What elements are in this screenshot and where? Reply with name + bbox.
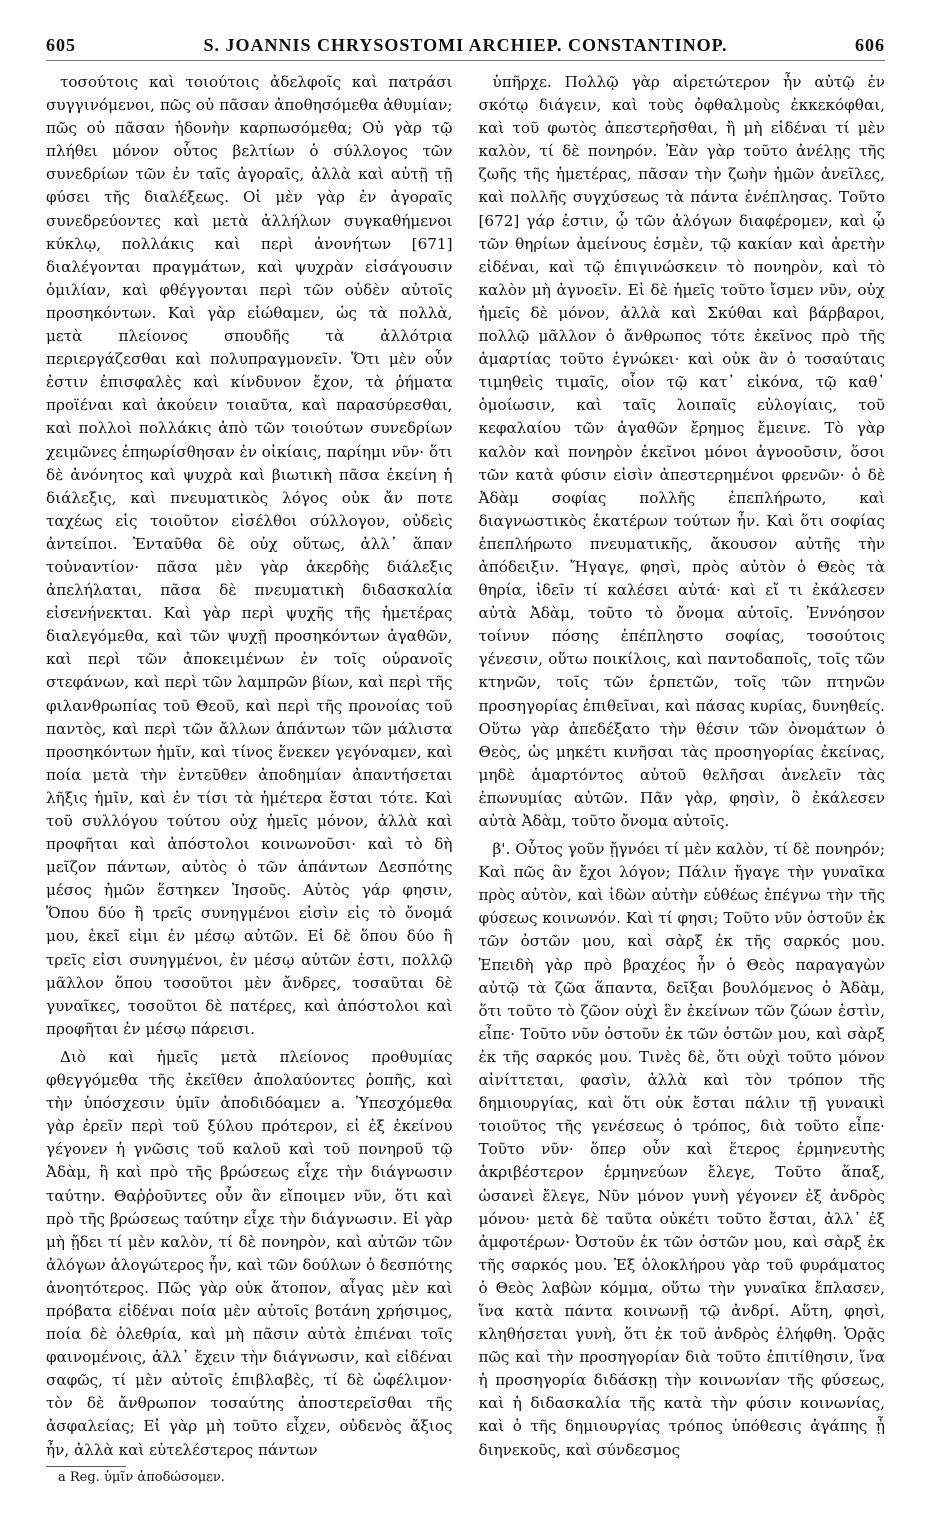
left-paragraph-2: Διὸ καὶ ἡμεῖς μετὰ πλείονος προθυμίας φθεγγόμεθα τῆς ἐκεῖθεν ἀπολαύοντες ῥοπῆς, καὶ τὴν ὑπόσχεσιν ὑμῖν ἀποδιδόαμεν a. Ὑπεσχόμεθα γὰρ ἐρεῖν περὶ τοῦ ξύλου πρότερον, εἰ ἐξ ἐκείνου γέγονεν ἡ γνῶσις τοῦ καλοῦ καὶ τοῦ πονηροῦ τῷ Ἀδὰμ, ἢ καὶ πρὸ τῆς βρώσεως εἶχε τὴν διάγνωσιν ταύτην. Θαῤῥοῦντες οὖν ἂν εἴποιμεν νῦν, ὅτι καὶ πρὸ τῆς βρώσεως ταύτην εἶχε τὴν διάγνωσιν. Εἰ γὰρ μὴ ᾔδει τί μὲν καλὸν, τί δὲ πονηρὸν, καὶ αὐτῶν τῶν ἀλόγων ἀλογώτερος ἦν, καὶ τῶν δούλων ὁ δεσπότης ἀνοητότερος. Πῶς γὰρ οὐκ ἄτοπον, αἶγας μὲν καὶ πρόβατα εἰδέναι ποία μὲν αὐτοῖς βοτάνη χρήσιμος, ποία δὲ ὀλεθρία, καὶ μὴ πᾶσιν αὐτὰ ἐπιέναι τοῖς φαινομένοις, ἀλλ᾽ ἔχειν τὴν διάγνωσιν, καὶ εἰδέναι σαφῶς, τί μὲν αὐτοῖς ἐπιβλαβὲς, τί δὲ ὠφέλιμον· τὸν δὲ ἄνθρωπον τοσαύτης ἀποστερεῖσθαι τῆς ἀσφαλείας; Εἰ γὰρ μὴ τοῦτο εἶχεν, οὐδενὸς ἄξιος ἦν, ἀλλὰ καὶ εὐτελέστερος πάντων bbox=[46, 1047, 453, 1459]
left-paragraph-1: τοσούτοις καὶ τοιούτοις ἀδελφοῖς καὶ πατράσι συγγινόμενοι, πῶς οὐ πᾶσαν ἀποθησόμεθα ἀθυμίαν; πῶς οὐ πᾶσαν ἡδονὴν καρπωσόμεθα; Οὐ γὰρ τῷ πλήθει μόνον οὗτος βελτίων ὁ σύλλογος τῶν συνεδρίων τῶν ἐν ταῖς ἀγοραῖς, ἀλλὰ καὶ αὐτῇ τῇ φύσει τῆς διαλέξεως. Οἱ μὲν γὰρ ἐν ἀγοραῖς συνεδρεύοντες καὶ μετὰ ἀλλήλων συγκαθήμενοι κύκλῳ, πολλάκις καὶ περὶ ἀνονήτων [671] διαλέγονται πραγμάτων, καὶ ψυχρὰν εἰσάγουσιν ὁμιλίαν, καὶ φθέγγονται περὶ τῶν οὐδὲν αὐτοῖς προσηκόντων. Καὶ γὰρ εἰώθαμεν, ὡς τὰ πολλὰ, μετὰ πλείονος σπουδῆς τὰ ἀλλότρια περιεργάζεσθαι καὶ πολυπραγμονεῖν. Ὅτι μὲν οὖν ἐστιν ἐπισφαλὲς καὶ κίνδυνον ἔχον, τὰ ῥήματα προϊέναι καὶ ἀκούειν τοιαῦτα, καὶ παρασύρεσθαι, καὶ πολλοὶ πολλάκις ἀπὸ τῶν τοιούτων συνεδρίων χειμῶνες ἐπηωρίσθησαν ἐν οἰκίαις, παρίημι νῦν· ὅτι δὲ ἀνόνητος καὶ ψυχρὰ καὶ βιωτικὴ πᾶσα ἐκείνη ἡ διάλεξις, καὶ πνευματικὸς λόγος οὐκ ἄν ποτε ταχέως εἰς τοιοῦτον εἰσέλθοι σύλλογον, οὐδεὶς ἀντείποι. Ἐνταῦθα δὲ οὐχ οὕτως, ἀλλ᾽ ἅπαν τοὐναντίον· πᾶσα μὲν γὰρ ἀκερδὴς διάλεξις ἀπελήλαται, πᾶσα δὲ πνευματικὴ διδασκαλία εἰσενήνεκται. Καὶ γὰρ περὶ ψυχῆς τῆς ἡμετέρας διαλεγόμεθα, καὶ τῶν ψυχῇ προσηκόντων ἀγαθῶν, καὶ περὶ τῶν ἀποκειμένων ἐν τοῖς οὐρανοῖς στεφάνων, καὶ περὶ τῶν λαμπρῶν βίων, καὶ περὶ τῆς φιλανθρωπίας τοῦ Θεοῦ, καὶ περὶ τῆς προνοίας τοῦ παντὸς, καὶ περὶ τῶν ἄλλων ἁπάντων τῶν μάλιστα προσηκόντων ἡμῖν, καὶ τίνος ἕνεκεν γεγόναμεν, καὶ ποία μετὰ τὴν ἐντεῦθεν ἀποδημίαν ἀπαντήσεται λῆξις ἡμῖν, καὶ ἐν τίσι τὰ ἡμέτερα ἔσται τότε. Καὶ τοῦ συλλόγου τούτου οὐχ ἡμεῖς μόνον, ἀλλὰ καὶ προφῆται καὶ ἀπόστολοι κοινωνοῦσι· καὶ τὸ δὴ μεῖζον πάντων, αὐτὸς ὁ τῶν ἁπάντων Δεσπότης μέσος ἡμῶν ἕστηκεν Ἰησοῦς. Αὐτὸς γάρ φησιν, Ὅπου δύο ἢ τρεῖς συνηγμένοι εἰσὶν εἰς τὸ ὄνομά μου, ἐκεῖ εἰμι ἐν μέσῳ αὐτῶν. Εἰ δὲ ὅπου δύο ἢ τρεῖς εἰσι συνηγμένοι, ἐν μέσῳ αὐτῶν ἐστι, πολλῷ μᾶλλον ὅπου τοσοῦτοι μὲν ἄνδρες, τοσαῦται δὲ γυναῖκες, τοσοῦτοι δὲ πατέρες, καὶ ἀπόστολοι καὶ προφῆται ἐν μέσῳ πάρεισι. bbox=[46, 73, 453, 1038]
page-number-right: 606 bbox=[855, 34, 885, 55]
right-paragraph-1: ὑπῆρχε. Πολλῷ γὰρ αἱρετώτερον ἦν αὐτῷ ἐν σκότῳ διάγειν, καὶ τοὺς ὀφθαλμοὺς ἐκκεκόφθαι, καὶ τοῦ φωτὸς ἀπεστερῆσθαι, ἢ μὴ εἰδέναι τί μὲν καλὸν, τί δὲ πονηρόν. Ἐὰν γὰρ τοῦτο ἀνέλῃς τῆς ζωῆς τῆς ἡμετέρας, πᾶσαν τὴν ζωὴν ἡμῶν ἀνεῖλες, καὶ πολλῆς συγχύσεως τὰ πάντα ἐνέπλησας. Τοῦτο [672] γάρ ἐστιν, ᾧ τῶν ἀλόγων διαφέρομεν, καὶ ᾧ τῶν θηρίων ἀμείνους ἐσμὲν, τῷ κακίαν καὶ ἀρετὴν εἰδέναι, καὶ τῷ ἐπιγινώσκειν τὸ πονηρὸν, καὶ τὸ καλὸν μὴ ἀγνοεῖν. Εἰ δὲ ἡμεῖς τοῦτο ἴσμεν νῦν, οὐχ ἡμεῖς δὲ μόνον, ἀλλὰ καὶ Σκύθαι καὶ βάρβαροι, πολλῷ μᾶλλον ὁ ἄνθρωπος τότε ἐκεῖνος πρὸ τῆς ἁμαρτίας τοῦτο ἐγνώκει· καὶ οὐκ ἂν ὁ τοσαύταις τιμηθεὶς τιμαῖς, οἷον τῷ κατ᾽ εἰκόνα, τῷ καθ᾽ ὁμοίωσιν, καὶ ταῖς λοιπαῖς εὐλογίαις, τοῦ κεφαλαίου τῶν ἀγαθῶν ἔρημος ἔμεινε. Τὸ γὰρ καλὸν καὶ πονηρὸν ἐκεῖνοι μόνοι ἀγνοοῦσιν, ὅσοι τῶν κατὰ φύσιν εἰσὶν ἀπεστερημένοι φρενῶν· ὁ δὲ Ἀδὰμ σοφίας πολλῆς ἐπεπλήρωτο, καὶ διαγνωστικὸς ἑκατέρων τούτων ἦν. Καὶ ὅτι σοφίας ἐπεπλήρωτο πνευματικῆς, ἄκουσον αὐτῆς τὴν ἀπόδειξιν. Ἤγαγε, φησὶ, πρὸς αὐτὸν ὁ Θεὸς τὰ θηρία, ἰδεῖν τί καλέσει αὐτά· καὶ εἴ τι ἐκάλεσεν αὐτὰ Ἀδὰμ, τοῦτο τὸ ὄνομα αὐτοῖς. Ἐννόησον τοίνυν πόσης ἐπέπληστο σοφίας, τοσούτοις γένεσιν, οὕτω ποικίλοις, καὶ παντοδαποῖς, τοῖς τῶν κτηνῶν, τοῖς τῶν ἑρπετῶν, τοῖς τῶν πτηνῶν προσηγορίας ἐπιθεῖναι, καὶ πάσας κυρίας, δυνηθείς. Οὕτω γὰρ ἀπεδέξατο τὴν θέσιν τῶν ὀνομάτων ὁ Θεὸς, ὡς μηκέτι κινῆσαι τὰς προσηγορίας ἐκείνας, μηδὲ ἁμαρτόντος αὐτοῦ θελῆσαι ἀνελεῖν τὰς ἐπωνυμίας αὐτῶν. Πᾶν γὰρ, φησὶν, ὃ ἐκάλεσεν αὐτὰ Ἀδὰμ, τοῦτο ὄνομα αὐτοῖς. bbox=[478, 73, 885, 830]
right-paragraph-2: β'. Οὗτος γοῦν ᾔγνόει τί μὲν καλὸν, τί δὲ πονηρόν; Καὶ πῶς ἂν ἔχοι λόγον; Πάλιν ἤγαγε τὴν γυναῖκα πρὸς αὐτὸν, καὶ ἰδὼν αὐτὴν εὐθέως ἐπέγνω τὴν τῆς φύσεως κοινωνόν. Καὶ τί φησι; Τοῦτο νῦν ὀστοῦν ἐκ τῶν ὀστῶν μου, καὶ σὰρξ ἐκ τῆς σαρκός μου. Ἐπειδὴ γὰρ πρὸ βραχέος ἦν ὁ Θεὸς παραγαγὼν αὐτῷ τὰ ζῶα ἅπαντα, δεῖξαι βουλόμενος ὁ Ἀδὰμ, ὅτι τοῦτο τὸ ζῶον οὐχὶ ἓν ἐκείνων τῶν ζώων ἐστὶν, εἶπε· Τοῦτο νῦν ὀστοῦν ἐκ τῶν ὀστῶν μου, καὶ σὰρξ ἐκ τῆς σαρκός μου. Τινὲς δὲ, ὅτι οὐχὶ τοῦτο μόνον αἰνίττεται, φασὶν, ἀλλὰ καὶ τὸν τρόπον τῆς δημιουργίας, καὶ ὅτι οὐκ ἔσται πάλιν τῇ γυναικὶ τοιοῦτος τῆς γενέσεως ὁ τρόπος, διὰ τοῦτο εἶπε· Τοῦτο νῦν· ὅπερ οὖν καὶ ἕτερος ἑρμηνευτὴς ἀκριβέστερον ἑρμηνεύων ἔλεγε, Τοῦτο ἅπαξ, ὡσανεὶ ἔλεγε, Νῦν μόνον γυνὴ γέγονεν ἐξ ἀνδρὸς μόνου· μετὰ δὲ ταῦτα οὐκέτι τοῦτο ἔσται, ἀλλ᾽ ἐξ ἀμφοτέρων· Ὀστοῦν ἐκ τῶν ὀστῶν μου, καὶ σὰρξ ἐκ τῆς σαρκός μου. Ἐξ ὁλοκλήρου γὰρ τοῦ φυράματος ὁ Θεὸς λαβὼν κόμμα, οὕτω τὴν γυναῖκα ἔπλασεν, ἵνα κατὰ πάντα κοινωνῇ τῷ ἀνδρί. Αὕτη, φησὶ, κληθήσεται γυνὴ, ὅτι ἐκ τοῦ ἀνδρὸς ἐλήφθη. Ὁρᾷς πῶς καὶ τὴν προσηγορίαν διὰ τοῦτο ἐπιτίθησιν, ἵνα ἡ προσηγορία διδάσκῃ τὴν κοινωνίαν τῆς φύσεως, καὶ ἡ διδασκαλία τῆς κατὰ τὴν φύσιν κοινωνίας, καὶ ὁ τῆς δημιουργίας τρόπος ὑπόθεσις ἀγάπης ᾖ διηνεκοῦς, καὶ σύνδεσμος bbox=[478, 840, 885, 1459]
running-head bbox=[46, 30, 885, 61]
footnote: a Reg. ὑμῖν ἀποδώσομεν. bbox=[58, 1469, 225, 1485]
page-number-left: 605 bbox=[46, 34, 76, 55]
text-columns bbox=[46, 61, 885, 1487]
left-column bbox=[46, 71, 453, 1487]
running-title: S. JOANNIS CHRYSOSTOMI ARCHIEP. CONSTANTINOP. bbox=[203, 34, 728, 55]
right-column bbox=[479, 71, 886, 1487]
footnote-rule bbox=[46, 1466, 126, 1467]
